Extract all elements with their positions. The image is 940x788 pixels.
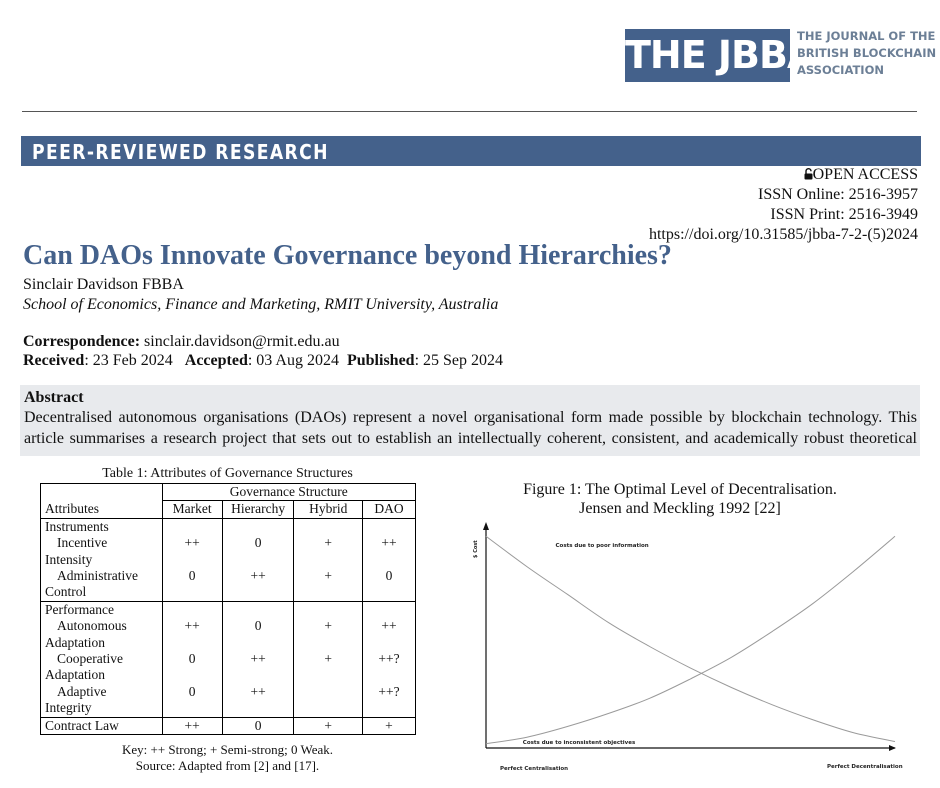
- figure-caption-line: Jensen and Meckling 1992 [22]: [579, 500, 781, 517]
- abstract-line: article summarises a research project that sets out to establish an intellectually coherent, consistent, and academically robust theoretical: [24, 430, 917, 447]
- series-line-poor-information: [486, 536, 895, 741]
- abstract-line: Decentralised autonomous organisations (DAOs) represent a novel organisational form made possible by blockchain technology. This: [24, 409, 917, 426]
- x-axis-arrow: [889, 745, 896, 751]
- table-cell: ++: [162, 535, 222, 551]
- table-row: [41, 535, 416, 551]
- jbba-logo: [625, 29, 816, 82]
- table-row-label: Adaptive: [41, 684, 163, 700]
- table-source: Source: Adapted from [2] and [17].: [135, 758, 320, 773]
- y-axis-label: $ Cost: [473, 540, 479, 558]
- table-row-label: Control: [41, 584, 163, 601]
- dates-line: [23, 352, 503, 370]
- table-row-label: Administrative: [41, 568, 163, 584]
- table-cell: +: [294, 618, 363, 634]
- table-section-label: Instruments: [41, 518, 163, 535]
- figure-caption: [465, 480, 895, 518]
- series-line-inconsistent-objectives: [486, 536, 895, 743]
- table-cell: ++?: [362, 651, 415, 667]
- abstract-heading: Abstract: [24, 389, 84, 406]
- figure-caption-line: Figure 1: The Optimal Level of Decentralisation.: [523, 481, 837, 498]
- received-label: Received: [23, 352, 85, 369]
- table-cell: ++?: [362, 684, 415, 700]
- table-column-header: Hybrid: [294, 501, 363, 518]
- series-label-inconsistent-objectives: Costs due to inconsistent objectives: [522, 740, 636, 746]
- banner-text: PEER-REVIEWED RESEARCH: [32, 140, 329, 164]
- table-caption: Table 1: Attributes of Governance Structures: [102, 466, 353, 481]
- table-cell: ++: [222, 651, 294, 667]
- table-row-label: Integrity: [41, 700, 163, 717]
- governance-table: [40, 483, 416, 735]
- table-key: Key: ++ Strong; + Semi-strong; 0 Weak.: [122, 742, 333, 757]
- table-row: [41, 651, 416, 667]
- table-footnote: [40, 742, 415, 774]
- table-row: [41, 667, 416, 683]
- logo-subtitle-line: ASSOCIATION: [797, 63, 884, 77]
- table-group-header: Governance Structure: [162, 484, 415, 501]
- table-section-label: Performance: [41, 601, 163, 618]
- table-cell: ++: [362, 618, 415, 634]
- table-cell: [294, 684, 363, 700]
- table-column-header: DAO: [362, 501, 415, 518]
- accepted-date: : 03 Aug 2024: [247, 352, 339, 369]
- section-banner: [21, 136, 921, 166]
- table-row: [41, 552, 416, 568]
- table-section-label: Contract Law: [41, 717, 163, 734]
- table-cell: 0: [222, 618, 294, 634]
- issn-online: ISSN Online: 2516-3957: [758, 186, 918, 203]
- header-divider: [22, 111, 917, 112]
- abstract-box: [20, 385, 920, 456]
- doi-link[interactable]: https://doi.org/10.31585/jbba-7-2-(5)2024: [648, 226, 918, 243]
- table-row-label: Adaptation: [41, 667, 163, 683]
- accepted-label: Accepted: [184, 352, 248, 369]
- table-cell: ++: [222, 684, 294, 700]
- table-row: [41, 601, 416, 618]
- table-row: [41, 717, 416, 734]
- logo-text: THE JBBA: [625, 33, 816, 77]
- table-row: [41, 518, 416, 535]
- table-cell: +: [294, 651, 363, 667]
- table-row-label: Incentive: [41, 535, 163, 551]
- article-title: Can DAOs Innovate Governance beyond Hierarchies?: [23, 240, 672, 271]
- open-access-label: OPEN ACCESS: [812, 166, 918, 183]
- table-cell: 0: [162, 651, 222, 667]
- table-row: [41, 568, 416, 584]
- published-date: : 25 Sep 2024: [414, 352, 504, 369]
- table-cell: +: [294, 535, 363, 551]
- correspondence-line: [23, 333, 340, 351]
- table-cell: +: [294, 717, 363, 734]
- table-cell: +: [294, 568, 363, 584]
- x-start-label: Perfect Centralisation: [500, 766, 569, 772]
- table-cell: 0: [162, 568, 222, 584]
- table-cell: ++: [162, 618, 222, 634]
- table-header-blank: [41, 484, 163, 501]
- table-column-header: Hierarchy: [222, 501, 294, 518]
- table-cell: ++: [162, 717, 222, 734]
- table-row: [41, 700, 416, 717]
- received-date: : 23 Feb 2024: [84, 352, 173, 369]
- logo-subtitle: [797, 28, 937, 79]
- table-cell: ++: [222, 568, 294, 584]
- open-access: [804, 166, 918, 184]
- table-row: [41, 584, 416, 601]
- y-axis-arrow: [483, 522, 489, 530]
- decentralisation-chart: [455, 520, 925, 780]
- table-cell: 0: [222, 535, 294, 551]
- table-cell: ++: [362, 535, 415, 551]
- x-end-label: Perfect Decentralisation: [827, 764, 903, 770]
- table-cell: +: [362, 717, 415, 734]
- issn-print: ISSN Print: 2516-3949: [770, 206, 918, 223]
- table-cell: 0: [162, 684, 222, 700]
- series-label-poor-information: Costs due to poor information: [555, 543, 649, 550]
- logo-subtitle-line: THE JOURNAL OF THE: [797, 29, 936, 43]
- table-cell: 0: [222, 717, 294, 734]
- table-row: [41, 635, 416, 651]
- table-row-label: Autonomous: [41, 618, 163, 634]
- table-row: [41, 618, 416, 634]
- correspondence-email[interactable]: sinclair.davidson@rmit.edu.au: [144, 333, 340, 350]
- affiliation: School of Economics, Finance and Marketing, RMIT University, Australia: [23, 296, 499, 313]
- table-cell: 0: [362, 568, 415, 584]
- author: Sinclair Davidson FBBA: [23, 276, 184, 293]
- correspondence-label: Correspondence:: [23, 333, 141, 350]
- table-row: [41, 684, 416, 700]
- table-column-header: Market: [162, 501, 222, 518]
- table-row-label: Intensity: [41, 552, 163, 568]
- table-column-header: Attributes: [41, 501, 163, 518]
- table-row-label: Adaptation: [41, 635, 163, 651]
- unlock-icon: [804, 168, 813, 180]
- published-label: Published: [346, 352, 415, 369]
- abstract-body: [24, 407, 917, 449]
- logo-subtitle-line: BRITISH BLOCKCHAIN: [797, 46, 937, 60]
- table-row-label: Cooperative: [41, 651, 163, 667]
